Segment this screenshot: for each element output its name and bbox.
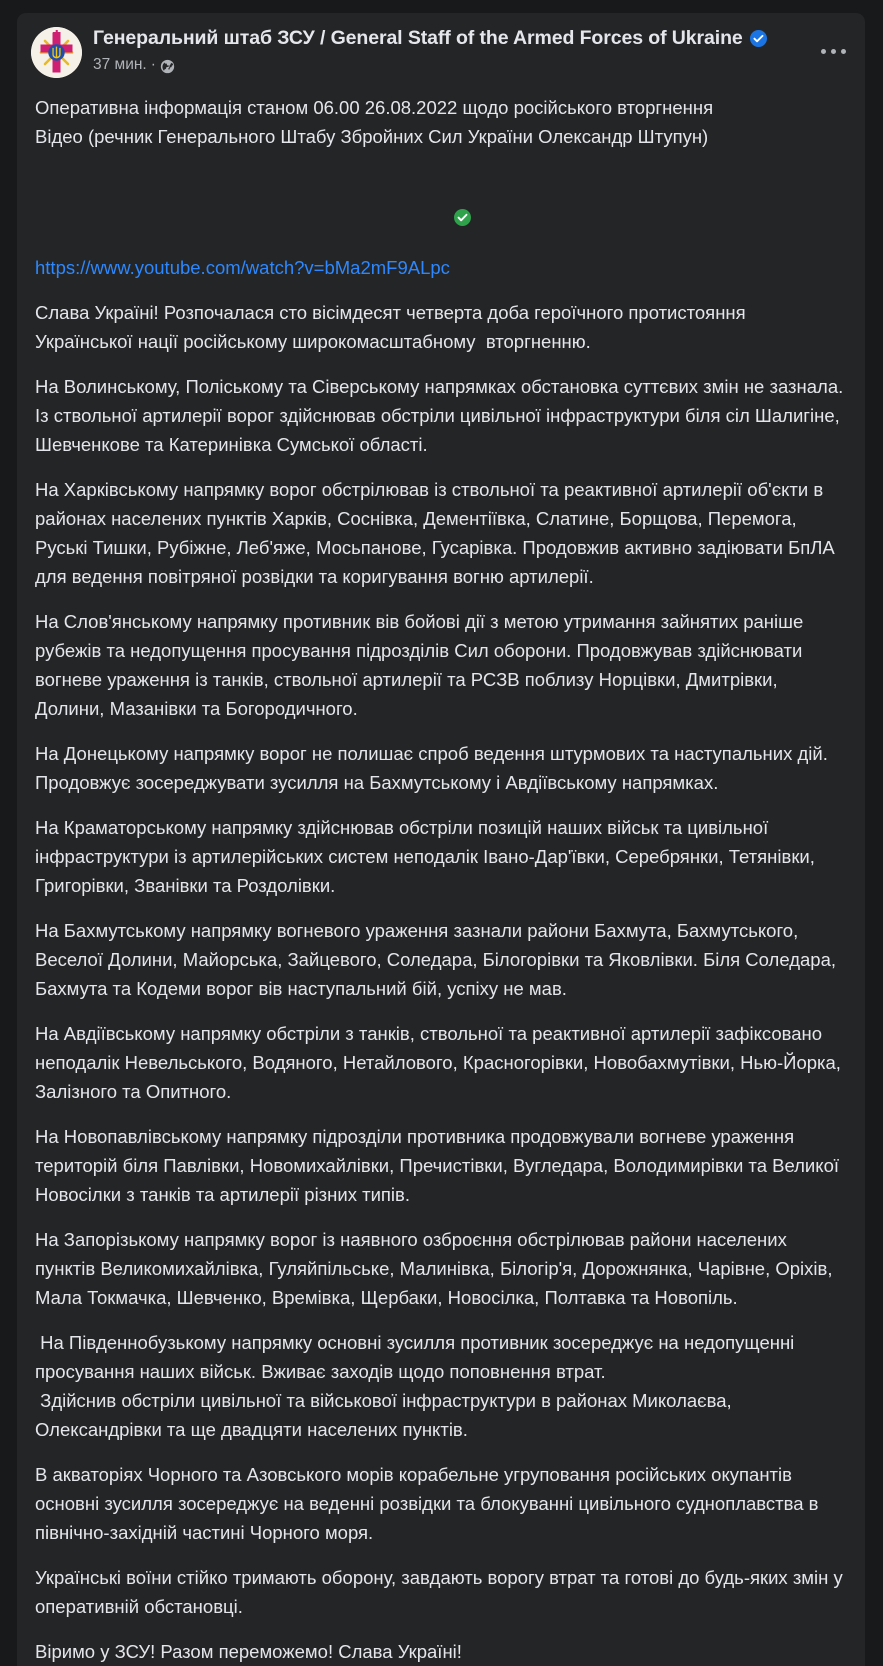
general-staff-emblem-icon <box>31 27 82 78</box>
post-timestamp[interactable]: 37 мин. <box>93 56 147 73</box>
green-check-icon <box>454 151 471 168</box>
avatar[interactable] <box>31 27 82 78</box>
post-body <box>17 87 865 1666</box>
page-name[interactable]: Генеральний штаб ЗСУ / General Staff of the Armed Forces of Ukraine <box>93 27 743 49</box>
ellipsis-icon-dot-3 <box>841 49 846 54</box>
post-paragraph-headline: Оперативна інформація станом 06.00 26.08.2022 щодо російського вторгнення <box>35 97 714 118</box>
post-more-options-button[interactable] <box>815 41 851 61</box>
youtube-video-link[interactable]: https://www.youtube.com/watch?v=bMa2mF9ALpc <box>35 257 450 278</box>
post-paragraph-pivdennyi-buh: На Південнобузькому напрямку основні зусилля противник зосереджує на недопущенні просування наших військ. Вживає заходів щодо поповнення втрат. <box>35 1332 800 1382</box>
post-paragraph-novopavlivka: На Новопавлівському напрямку підрозділи противника продовжували вогневе ураження територій біля Павлівки, Новомихайлівки, Пречистівки, Вугледара, Володимирівки та Великої Новосілки з танків та артилерії різних типів. <box>35 1126 845 1205</box>
post-paragraph-defence: Українські воїни стійко тримають оборону, завдають ворогу втрат та готові до будь-яких змін у оперативній обстановці. <box>35 1567 848 1617</box>
post-paragraph-black-sea: В акваторіях Чорного та Азовського морів корабельне угруповання російських окупантів основні зусилля зосереджує на веденні розвідки та блокуванні цивільного судноплавства в північно-західній частині Чорного моря. <box>35 1464 824 1543</box>
post-paragraph-sloviansk: На Слов'янському напрямку противник вів бойові дії з метою утримання зайнятих раніше рубежів та недопущення просування підрозділів Сил оборони. Продовжував здійснювати вогневе ураження із танків, ствольної артилерії та РСЗВ поблизу Норцівки, Дмитрівки, Долини, Мазанівки та Богородичного. <box>35 611 809 719</box>
post-paragraph-link-line <box>35 151 847 282</box>
page-name-row <box>93 26 767 50</box>
post-author-block <box>93 25 767 75</box>
meta-separator: · <box>150 56 156 73</box>
post-meta-row <box>93 55 767 75</box>
verified-badge-icon[interactable] <box>750 30 767 47</box>
post-paragraph-slogan: Віримо у ЗСУ! Разом переможемо! Слава Україні! <box>35 1641 462 1662</box>
globe-icon[interactable] <box>160 59 175 74</box>
post-paragraph-avdiivka: На Авдіївському напрямку обстріли з танків, ствольної та реактивної артилерії зафіксовано неподалік Невельського, Водяного, Нетайлового, Красногорівки, Новобахмутівки, Нью-Йорка, Залізного та Опитного. <box>35 1023 847 1102</box>
post-paragraph-kramatorsk: На Краматорському напрямку здійснював обстріли позицій наших військ та цивільної інфраструктури із артилерійських систем неподалік Івано-Дар'ївки, Серебрянки, Тетянівки, Григорівки, Званівки та Роздолівки. <box>35 817 821 896</box>
ellipsis-icon-dot-2 <box>831 49 836 54</box>
post-header <box>17 13 865 87</box>
post-paragraph-kharkiv: На Харківському напрямку ворог обстрілював із ствольної та реактивної артилерії об'єкти в районах населених пунктів Харків, Соснівка, Дементіївка, Слатине, Борщова, Перемога, Руські Тишки, Рубіжне, Леб'яже, Мосьпанове, Гусарівка. Продовжив активно задіювати БпЛА для ведення повітряної розвідки та коригування вогню артилерії. <box>35 479 840 587</box>
post-paragraph-volyn-polissia-siversk: На Волинському, Поліському та Сіверському напрямках обстановка суттєвих змін не зазнала. Із ствольної артилерії ворог здійснював обстріли цивільної інфраструктури біля сіл Шалигіне, Шевченкове та Катеринівка Сумської області. <box>35 376 849 455</box>
post-paragraph-video-line: Відео (речник Генерального Штабу Збройних Сил України Олександр Штупун) <box>35 126 709 147</box>
post-paragraph-intro: Слава Україні! Розпочалася сто вісімдесят четверта доба героїчного протистояння Української нації російському широкомасштабному вторгненню. <box>35 302 751 352</box>
post-paragraph-mykolaiv: Здійснив обстріли цивільної та військової інфраструктури в районах Миколаєва, Олександрівки та ще двадцяти населених пунктів. <box>35 1390 737 1440</box>
post-paragraph-zaporizhzhia: На Запорізькому напрямку ворог із наявного озброєння обстрілював райони населених пунктів Великомихайлівка, Гуляйпільське, Малинівка, Білогір'я, Дорожнянка, Чарівне, Оріхів, Мала Токмачка, Шевченко, Времівка, Щербаки, Новосілка, Полтавка та Новопіль. <box>35 1229 838 1308</box>
facebook-post-card <box>17 13 865 1666</box>
post-paragraph-bakhmut: На Бахмутському напрямку вогневого ураження зазнали райони Бахмута, Бахмутського, Веселої Долини, Майорська, Зайцевого, Соледара, Білогорівки та Яковлівки. Біля Соледара, Бахмута та Кодеми ворог вів наступальний бій, успіху не мав. <box>35 920 842 999</box>
post-paragraph-donetsk: На Донецькому напрямку ворог не полишає спроб ведення штурмових та наступальних дій. Продовжує зосереджувати зусилля на Бахмутському і Авдіївському напрямках. <box>35 743 834 793</box>
ellipsis-icon-dot-1 <box>821 49 826 54</box>
